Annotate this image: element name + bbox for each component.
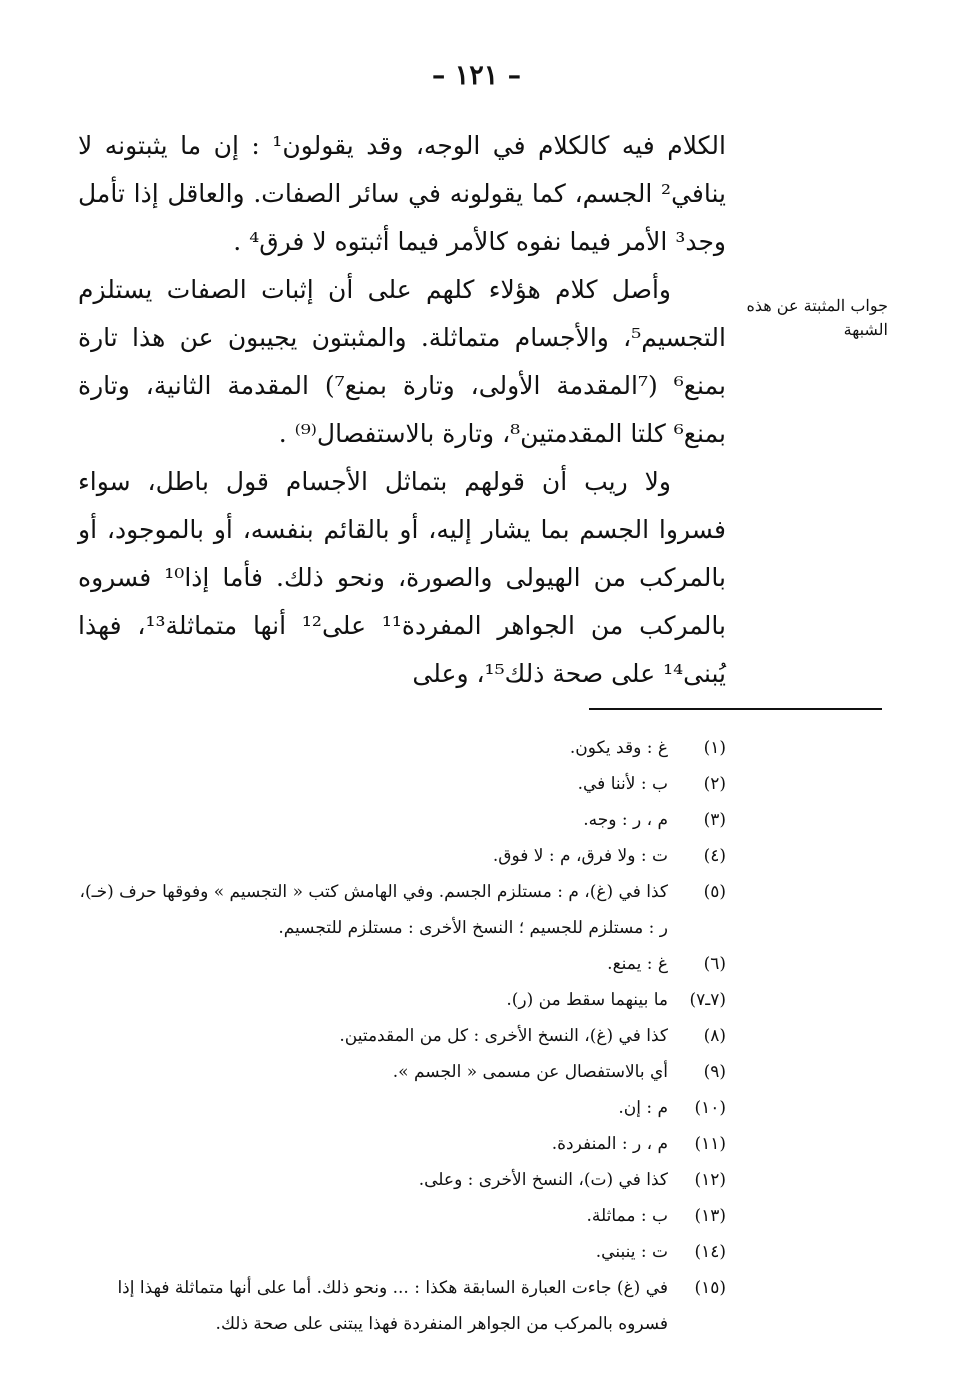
margin-note: جواب المثبتة عن هذه الشبهة [746, 296, 888, 339]
footnote-text: ت : ولا فرق، م : لا فوق. [492, 846, 668, 866]
footnote-number: (٣) [703, 810, 726, 830]
footnote-text: كذا في (ت)، النسخ الأخرى : وعلى. [418, 1170, 668, 1190]
footnote-13 [78, 1198, 726, 1234]
footnote-number: (٨) [703, 1026, 726, 1046]
footnote-text: ت : ينبني. [595, 1242, 668, 1262]
footnote-text: كذا في (غ)، م : مستلزم الجسم. وفي الهامش كتب « التجسيم » وفوقها حرف (خـ)، ر : مستلزم للجسيم ؛ النسخ الأخرى : مستلزم للتجسيم. [79, 882, 668, 938]
footnote-number: (٤) [703, 846, 726, 866]
paragraph-2: وأصل كلام هؤلاء كلهم على أن إثبات الصفات يستلزم التجسيم⁵، والأجسام متماثلة. والمثبتون يجيبون عن هذا تارة بمنع⁶ (⁷المقدمة الأولى، وتارة بمنع⁷) المقدمة الثانية، وتارة بمنع⁶ كلتا المقدمتين⁸، وتارة بالاستفصال⁽⁹⁾ . [78, 275, 727, 448]
page-number: – ١٢١ – [431, 60, 522, 91]
footnote-number: (٩) [703, 1062, 726, 1082]
main-text [78, 122, 726, 698]
footnote-1 [78, 730, 726, 766]
footnote-14 [78, 1234, 726, 1270]
footnote-12 [78, 1162, 726, 1198]
footnote-text: في (غ) جاءت العبارة السابقة هكذا : ... ونحو ذلك. أما على أنها متماثلة فهذا إذا فسروه بالمركب من الجواهر المنفردة فهذا يبتنى على صحة ذلك. [117, 1278, 668, 1334]
footnote-9 [78, 1054, 726, 1090]
footnote-number: (١٤) [694, 1242, 726, 1262]
footnote-7 [78, 982, 726, 1018]
footnote-5 [78, 874, 726, 946]
footnote-number: (٧ـ٧) [689, 990, 726, 1010]
footnote-text: غ : وقد يكون. [569, 738, 668, 758]
footnote-number: (١٠) [694, 1098, 726, 1118]
footnote-text: ب : لأننا في. [577, 774, 668, 794]
footnotes [78, 730, 726, 1342]
footnote-15 [78, 1270, 726, 1342]
footnote-text: ب : مماثلة. [586, 1206, 668, 1226]
footnote-3 [78, 802, 726, 838]
paragraph-3: ولا ريب أن قولهم بتماثل الأجسام قول باطل، سواء فسروا الجسم بما يشار إليه، أو بالقائم بنفسه، أو بالموجود، أو بالمركب من الهيولى والصورة، ونحو ذلك. فأما إذا¹⁰ فسروه بالمركب من الجواهر المفردة¹¹ على¹² أنها متماثلة¹³، فهذا يُبنى¹⁴ على صحة ذلك¹⁵، وعلى [78, 467, 726, 688]
footnote-11 [78, 1126, 726, 1162]
footnote-number: (١٥) [694, 1278, 726, 1298]
footnote-number: (١) [703, 738, 726, 758]
footnote-number: (١٢) [694, 1170, 726, 1190]
footnote-text: م ، ر : المنفردة. [551, 1134, 668, 1154]
footnote-text: أي بالاستفصال عن مسمى « الجسم ». [392, 1062, 668, 1082]
footnote-8 [78, 1018, 726, 1054]
footnote-text: ما بينهما سقط من (ر). [506, 990, 668, 1010]
paragraph-1: الكلام فيه كالكلام في الوجه، وقد يقولون¹ : إن ما يثبتونه لا ينافي² الجسم، كما يقولونه في سائر الصفات. والعاقل إذا تأمل وجد³ الأمر فيما نفوه كالأمر فيما أثبتوه لا فرق⁴ . [78, 131, 726, 256]
footnote-text: كذا في (غ)، النسخ الأخرى : كل من المقدمتين. [339, 1026, 668, 1046]
footnote-number: (١١) [694, 1134, 726, 1154]
footnote-4 [78, 838, 726, 874]
footnote-number: (١٣) [694, 1206, 726, 1226]
footnote-text: م : إن. [618, 1098, 668, 1118]
footnote-2 [78, 766, 726, 802]
footnote-divider [589, 708, 882, 710]
footnote-number: (٦) [703, 954, 726, 974]
footnote-text: غ : يمنع. [607, 954, 668, 974]
footnote-number: (٥) [703, 882, 726, 902]
footnote-number: (٢) [703, 774, 726, 794]
footnote-text: م ، ر : وجه. [583, 810, 668, 830]
footnote-10 [78, 1090, 726, 1126]
footnote-6 [78, 946, 726, 982]
